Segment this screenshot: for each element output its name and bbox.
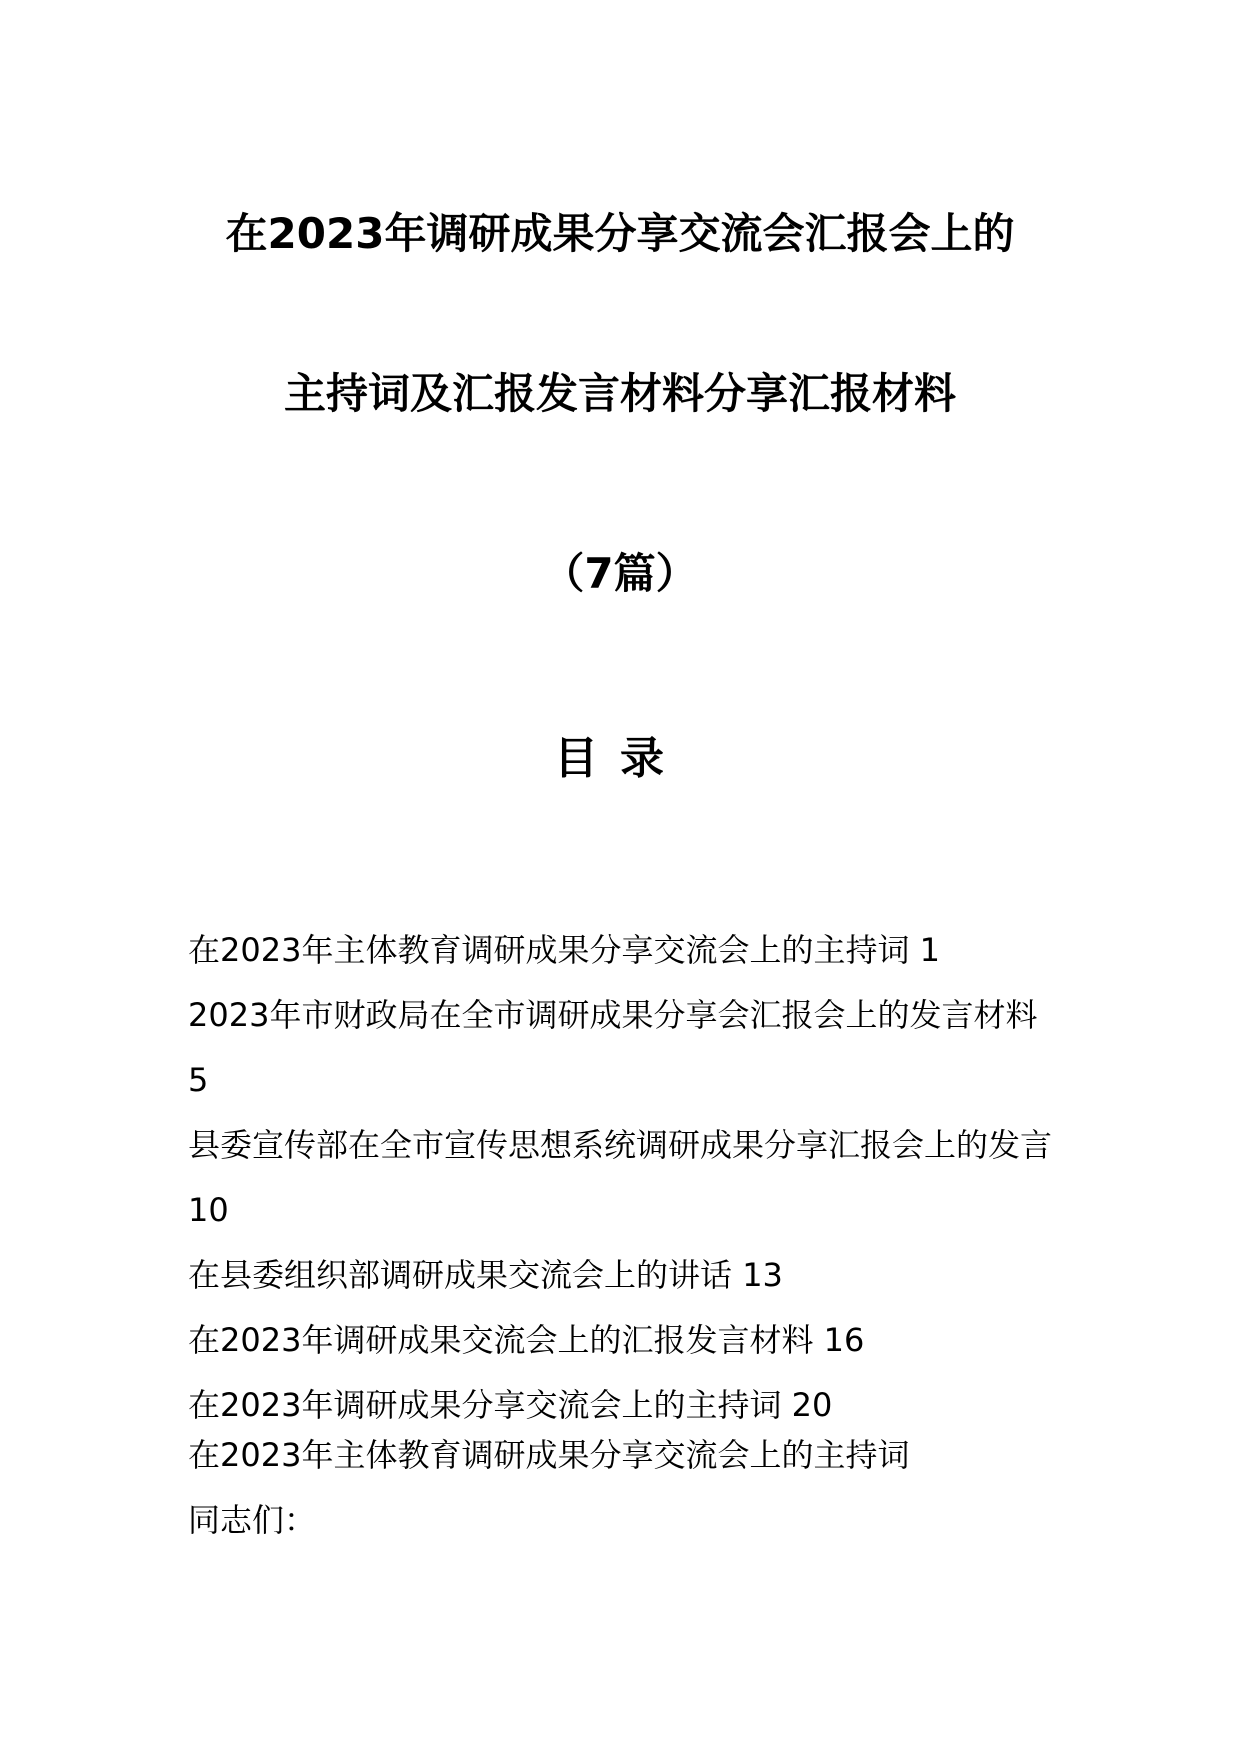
table-of-contents — [188, 918, 1058, 1438]
toc-entry[interactable] — [188, 1243, 1058, 1308]
toc-entry-title: 在县委组织部调研成果交流会上的讲话 — [188, 1256, 733, 1294]
toc-entry-page: 16 — [823, 1321, 865, 1359]
toc-entry[interactable] — [188, 983, 1058, 1113]
salutation: 同志们： — [188, 1501, 317, 1539]
toc-entry-page: 1 — [919, 931, 940, 969]
toc-entry[interactable] — [188, 1308, 1058, 1373]
document-title-line-1: 在2023年调研成果分享交流会汇报会上的 — [225, 209, 1015, 258]
document-title-count: （7篇） — [542, 549, 698, 598]
toc-entry-title: 县委宣传部在全市宣传思想系统调研成果分享汇报会上的发言 — [188, 1126, 1053, 1164]
toc-entry-page: 20 — [791, 1386, 833, 1424]
section-heading: 在2023年主体教育调研成果分享交流会上的主持词 — [188, 1436, 910, 1474]
toc-entry-page: 13 — [742, 1256, 783, 1294]
toc-entry-title: 2023年市财政局在全市调研成果分享会汇报会上的发言材料 — [188, 996, 1038, 1034]
toc-entry[interactable] — [188, 1113, 1058, 1243]
toc-heading: 目录 — [554, 733, 686, 784]
toc-entry-title: 在2023年调研成果分享交流会上的主持词 — [188, 1386, 782, 1424]
toc-entry[interactable] — [188, 918, 1058, 983]
toc-entry-page: 5 — [188, 1061, 209, 1099]
toc-entry-page: 10 — [188, 1191, 229, 1229]
document-title-line-2: 主持词及汇报发言材料分享汇报材料 — [283, 369, 956, 418]
toc-entry-title: 在2023年主体教育调研成果分享交流会上的主持词 — [188, 931, 910, 969]
toc-entry-title: 在2023年调研成果交流会上的汇报发言材料 — [188, 1321, 814, 1359]
